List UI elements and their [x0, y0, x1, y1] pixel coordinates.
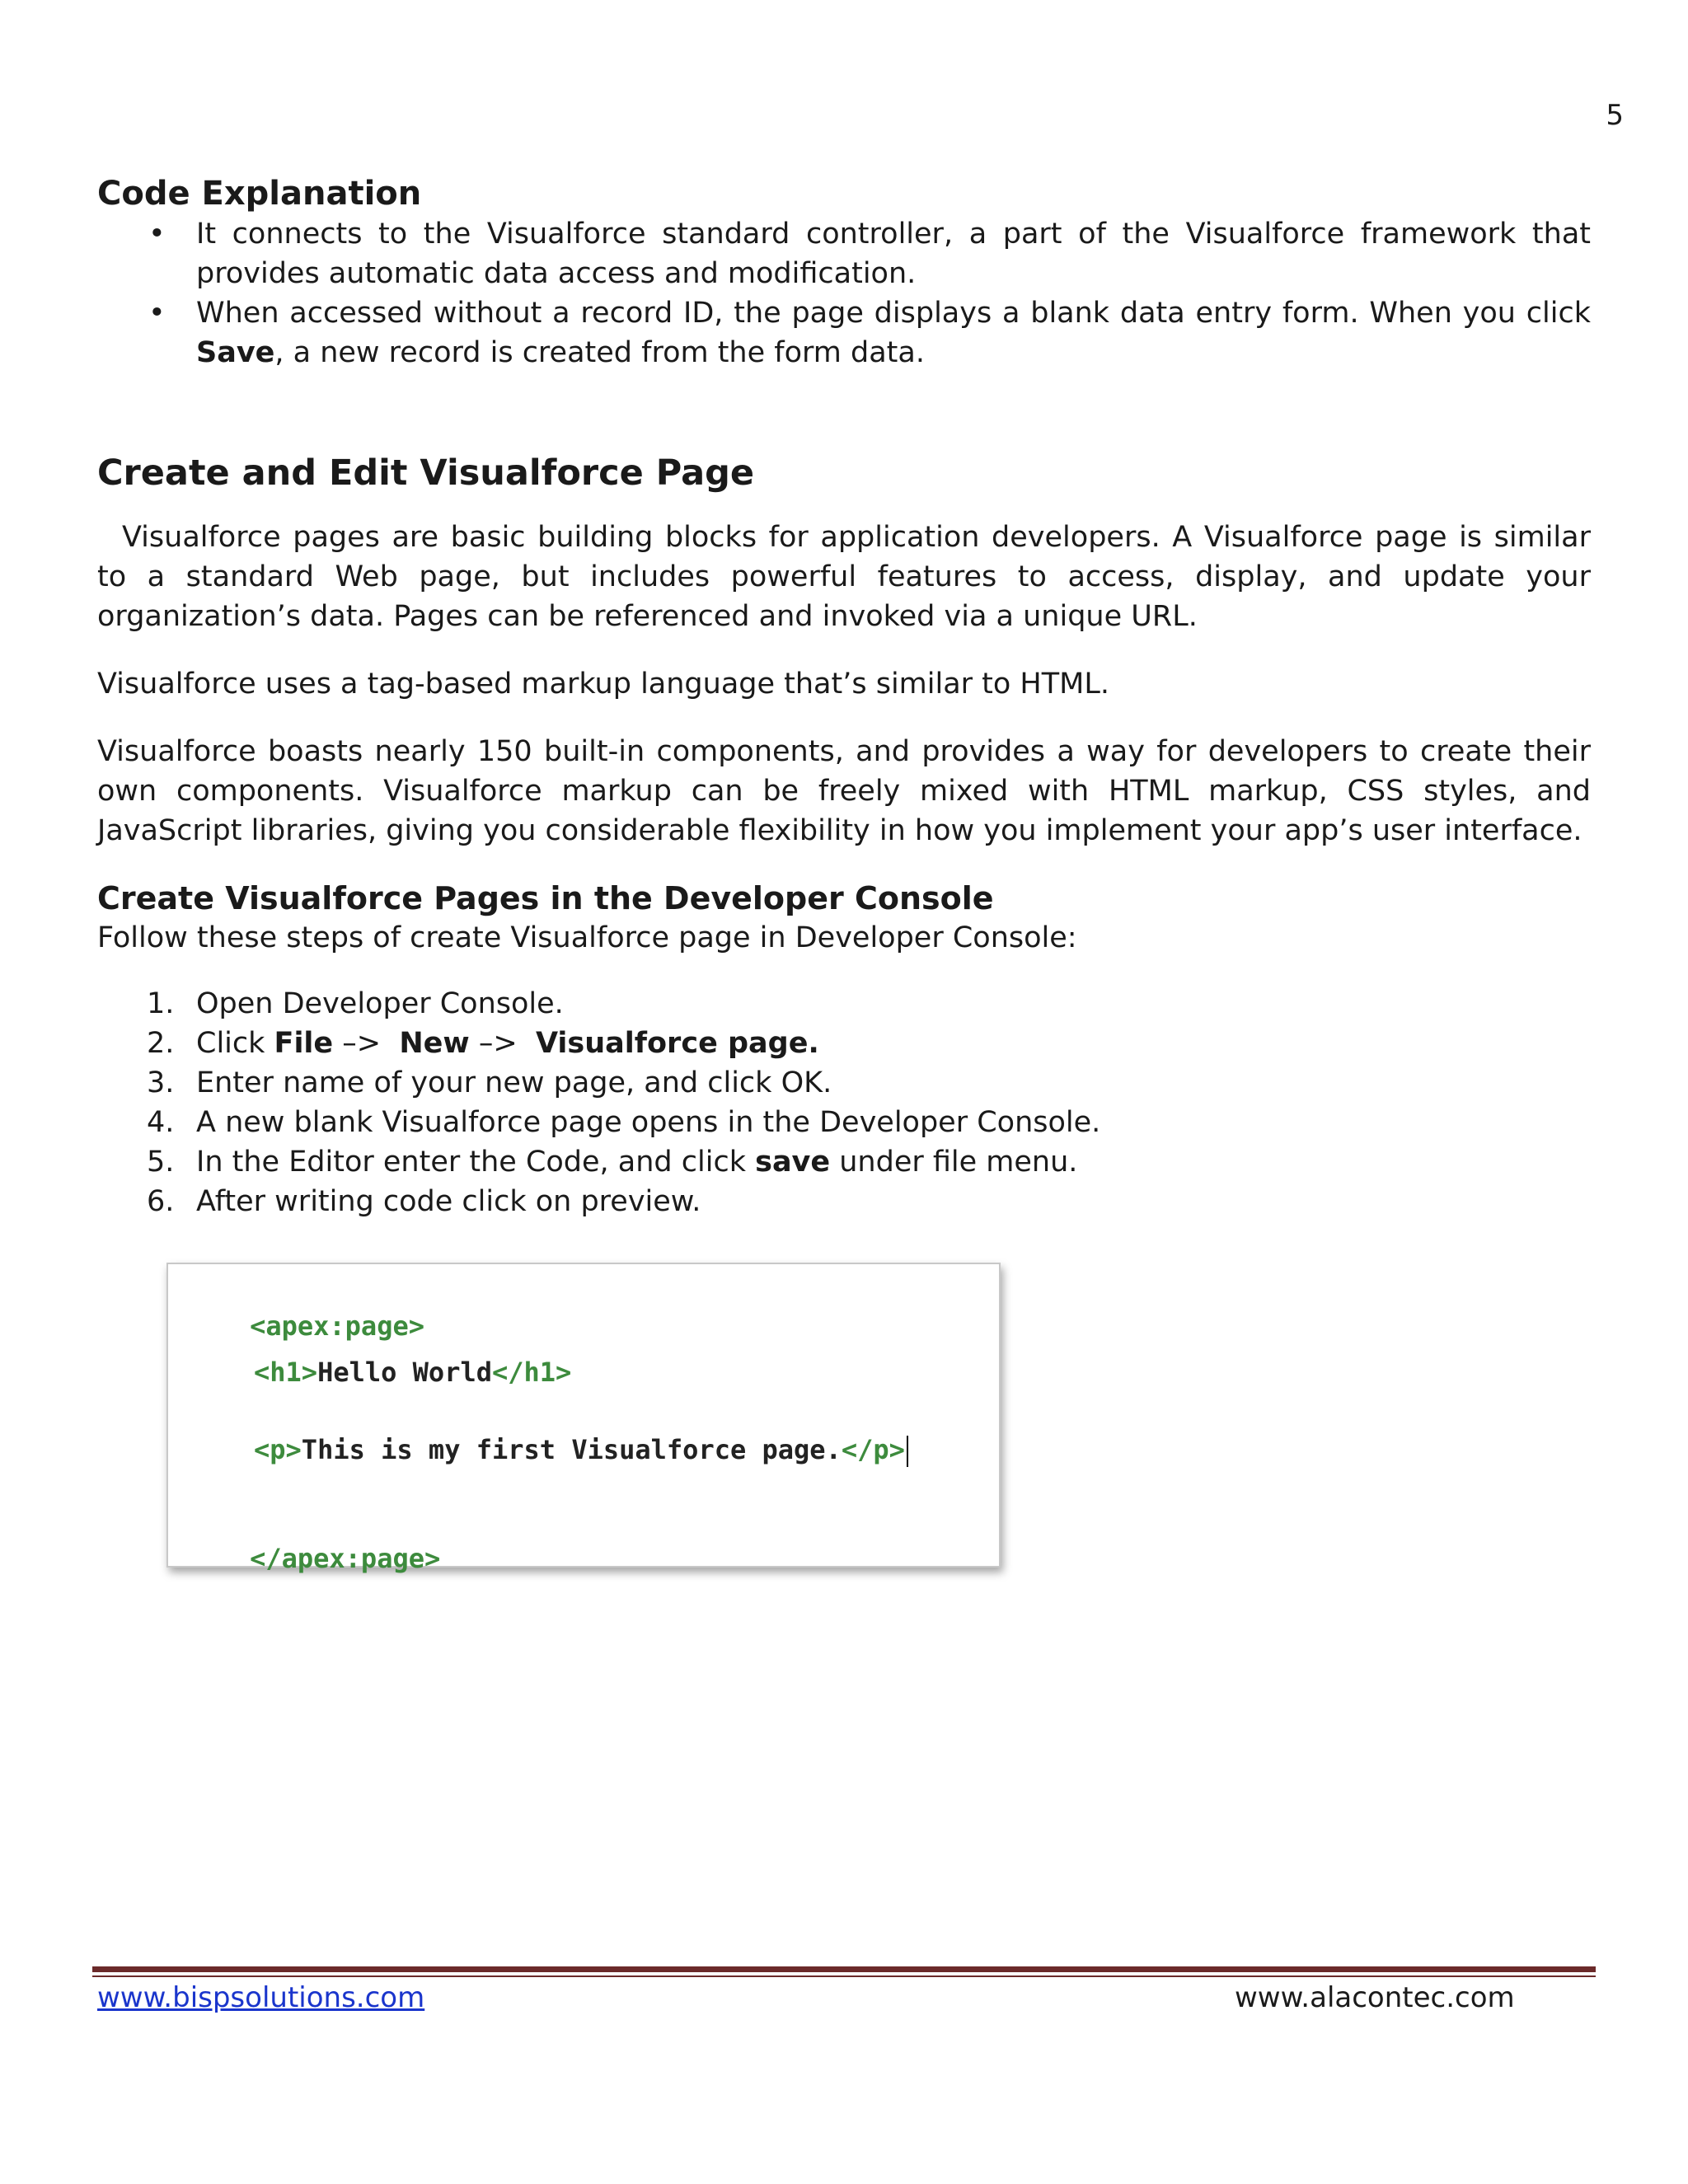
step-text: Click [196, 1027, 274, 1060]
code-tag: </p> [841, 1434, 905, 1465]
bullet-bold-save: Save [196, 336, 275, 369]
list-item [97, 1182, 1591, 1221]
step-number: 4. [147, 1106, 175, 1139]
code-tag: <p> [254, 1434, 302, 1465]
step-number: 6. [147, 1185, 175, 1218]
step-bold-save: save [755, 1146, 831, 1179]
paragraph-intro: Visualforce pages are basic building blocks for application developers. A Visualforce page is similar to a standard Web page, but includes powerful features to access, display, and update your organization’s data. Pages can be referenced and invoked via a unique URL. [97, 521, 1591, 633]
bullet-text: When accessed without a record ID, the page displays a blank data entry form. When you click [196, 297, 1591, 330]
step-number: 5. [147, 1146, 175, 1179]
step-text: After writing code click on preview. [196, 1185, 701, 1218]
step-arrow: –> [469, 1027, 536, 1060]
code-tag: </apex:page> [250, 1543, 441, 1574]
list-item [97, 1103, 1591, 1142]
code-explanation-list [97, 214, 1591, 373]
page-number: 5 [1606, 99, 1624, 132]
step-bold-visualforce-page: Visualforce page. [535, 1027, 819, 1060]
list-item [97, 1024, 1591, 1063]
code-tag: <apex:page> [250, 1310, 424, 1342]
code-text: This is my first Visualforce page. [301, 1434, 842, 1465]
footer-link-bispsolutions[interactable]: www.bispsolutions.com [97, 1981, 425, 2014]
create-edit-heading: Create and Edit Visualforce Page [97, 452, 755, 494]
paragraph-markup: Visualforce uses a tag-based markup language that’s similar to HTML. [97, 668, 1109, 701]
list-item [97, 1063, 1591, 1103]
bullet-icon: • [148, 297, 166, 330]
list-item [97, 1142, 1591, 1182]
steps-intro: Follow these steps of create Visualforce page in Developer Console: [97, 921, 1077, 954]
code-line-4 [186, 1511, 440, 1605]
footer-text-alacontec: www.alacontec.com [1235, 1981, 1515, 2014]
step-text: A new blank Visualforce page opens in the Developer Console. [196, 1106, 1101, 1139]
step-number: 3. [147, 1066, 175, 1099]
bullet-text-tail: , a new record is created from the form data. [274, 336, 925, 369]
code-tag: <h1> [254, 1357, 318, 1388]
steps-list [97, 984, 1591, 1221]
step-text-tail: under file menu. [830, 1146, 1078, 1179]
list-item [97, 214, 1591, 293]
code-line-3 [254, 1434, 908, 1467]
bullet-text: It connects to the Visualforce standard controller, a part of the Visualforce framework that provides automatic data access and modification. [196, 218, 1591, 290]
step-number: 2. [147, 1027, 175, 1060]
page-content [97, 173, 1591, 1221]
step-bold-new: New [399, 1027, 470, 1060]
code-line-2 [254, 1357, 571, 1388]
code-explanation-heading: Code Explanation [97, 175, 422, 213]
footer-divider-thin [92, 1975, 1596, 1977]
paragraph-components: Visualforce boasts nearly 150 built-in components, and provides a way for developers to create their own components. Visualforce markup can be freely mixed with HTML markup, CSS styles, and JavaScript libraries, giving you considerable flexibility in how you implement your app’s user interface. [97, 735, 1591, 847]
code-tag: </h1> [491, 1357, 572, 1388]
code-text: Hello World [317, 1357, 492, 1388]
list-item [97, 293, 1591, 373]
step-text: Enter name of your new page, and click OK. [196, 1066, 832, 1099]
step-text: In the Editor enter the Code, and click [196, 1146, 756, 1179]
step-bold-file: File [274, 1027, 334, 1060]
developer-console-heading: Create Visualforce Pages in the Developer Console [97, 880, 994, 916]
step-number: 1. [147, 987, 175, 1020]
list-item [97, 984, 1591, 1024]
text-cursor-icon [907, 1436, 908, 1467]
code-screenshot [166, 1263, 1001, 1574]
bullet-icon: • [148, 218, 166, 251]
step-arrow: –> [333, 1027, 400, 1060]
footer-divider [92, 1966, 1596, 1972]
step-text: Open Developer Console. [196, 987, 564, 1020]
